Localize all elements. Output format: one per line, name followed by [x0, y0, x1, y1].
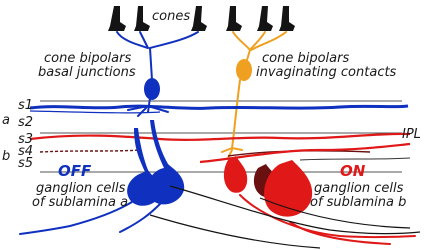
label-s3: s3 — [18, 132, 34, 147]
label-s1: s1 — [18, 98, 34, 113]
dark-dendrite-s4 — [40, 150, 140, 152]
label-s2: s2 — [18, 115, 34, 130]
off-bipolar-soma — [144, 78, 160, 100]
label-off-ganglion-2: of sublamina a — [32, 195, 129, 210]
label-s4: s4 — [18, 144, 34, 159]
cone-6 — [279, 6, 295, 31]
cone-1 — [108, 6, 126, 31]
label-cones: cones — [152, 9, 191, 24]
cone-photoreceptors — [108, 6, 295, 31]
cone-3 — [191, 6, 207, 31]
label-off-ganglion-1: ganglion cells — [36, 181, 126, 196]
label-s5: s5 — [18, 156, 34, 171]
label-on-ganglion-1: ganglion cells — [314, 181, 404, 196]
cone-5 — [257, 6, 273, 31]
on-ganglion-cells — [224, 156, 312, 217]
label-off-bipolar-2: basal junctions — [38, 65, 136, 80]
on-dendrite-band-upper — [30, 134, 410, 140]
label-off: OFF — [58, 162, 92, 180]
cone-4 — [226, 6, 242, 31]
label-on-ganglion-2: of sublamina b — [310, 195, 407, 210]
label-on-bipolar-2: invaginating contacts — [256, 65, 397, 80]
label-sublamina-a: a — [2, 113, 10, 128]
off-dendrite-band — [30, 106, 408, 108]
label-ipl: IPL — [402, 127, 421, 142]
label-on: ON — [340, 162, 366, 180]
cone-2 — [134, 6, 150, 31]
on-bipolar-soma — [236, 59, 252, 81]
label-sublamina-b: b — [2, 149, 11, 164]
label-off-bipolar-1: cone bipolars — [44, 51, 132, 66]
label-on-bipolar-1: cone bipolars — [262, 51, 350, 66]
